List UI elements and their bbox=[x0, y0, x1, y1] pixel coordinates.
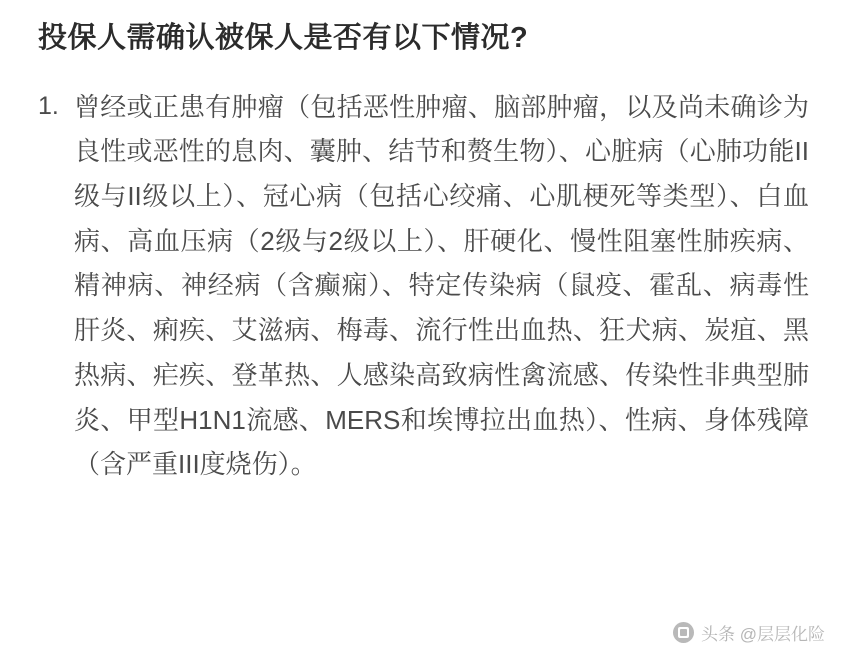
watermark bbox=[673, 620, 825, 645]
clause-number: 1. bbox=[38, 91, 59, 120]
watermark-text: 头条 @层层化险 bbox=[701, 625, 825, 644]
clause-text: 曾经或正患有肿瘤（包括恶性肿瘤、脑部肿瘤，以及尚未确诊为良性或恶性的息肉、囊肿、结节和赘生物）、心脏病（心肺功能II级与II级以上）、冠心病（包括心绞痛、心肌梗死等类型）、白血病、高血压病（2级与2级以上）、肝硬化、慢性阻塞性肺疾病、精神病、神经病（含癫痫）、特定传染病（鼠疫、霍乱、病毒性肝炎、痢疾、艾滋病、梅毒、流行性出血热、狂犬病、炭疽、黑热病、疟疾、登革热、人感染高致病性禽流感、传染性非典型肺炎、甲型H1N1流感、MERS和埃博拉出血热）、性病、身体残障（含严重III度烧伤）。 bbox=[74, 91, 809, 480]
page-title: 投保人需确认被保人是否有以下情况? bbox=[38, 22, 529, 54]
clause-list bbox=[38, 85, 809, 487]
list-item bbox=[38, 85, 809, 487]
toutiao-logo-icon bbox=[673, 622, 694, 643]
